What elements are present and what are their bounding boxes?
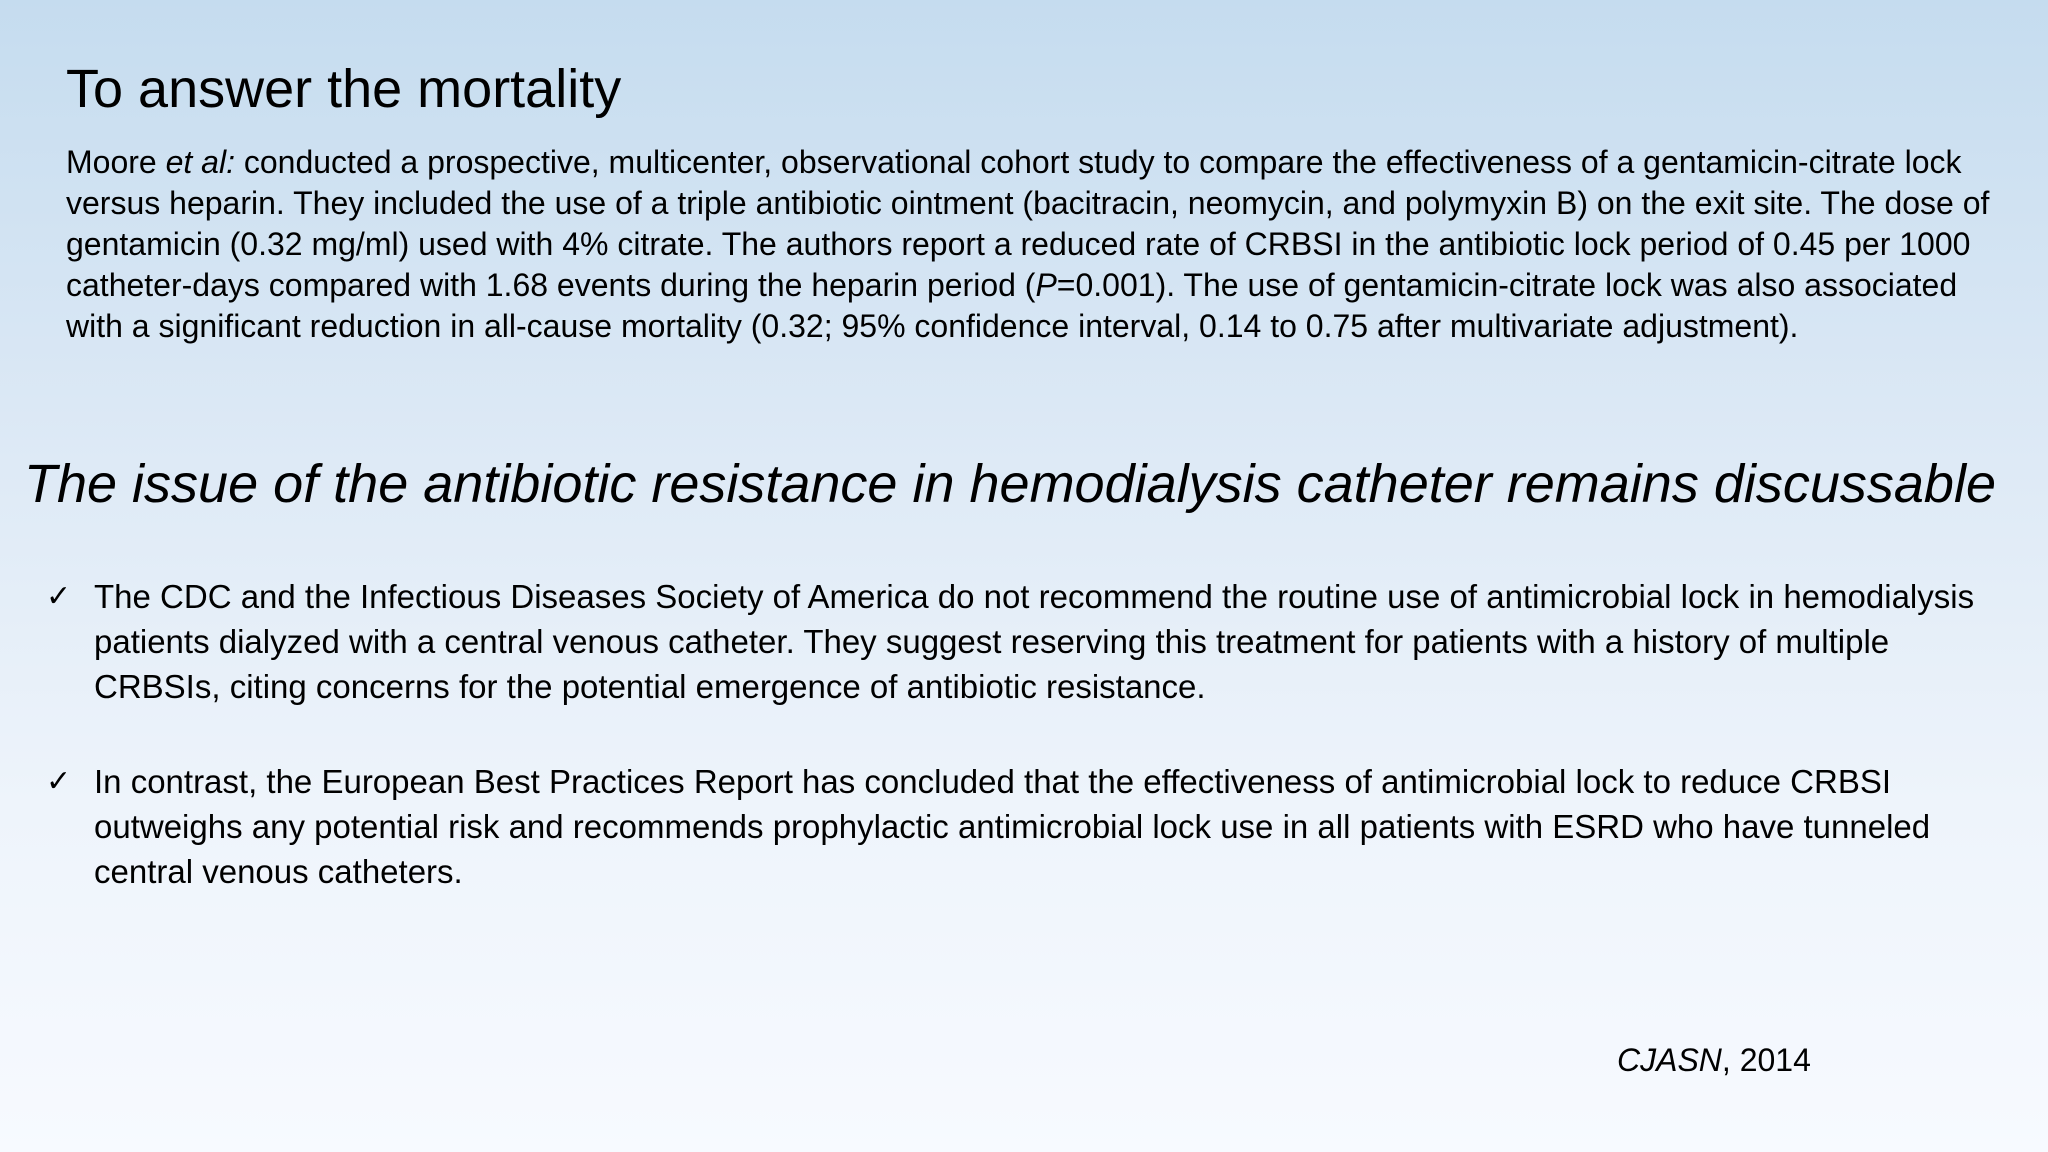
bullet-text: In contrast, the European Best Practices Report has concluded that the effectiveness of antimicrobial lock to reduce CRBSI outweighs any potential risk and recommends prophylactic antimicrobial lock use in all patients with ESRD who have tunneled central venous catheters.	[94, 763, 1931, 890]
bullet-list	[46, 574, 2016, 894]
checkmark-icon: ✓	[46, 579, 72, 614]
intro-p-symbol: P	[1035, 267, 1057, 303]
bullet-text: The CDC and the Infectious Diseases Society of America do not recommend the routine use of antimicrobial lock in hemodialysis patients dialyzed with a central venous catheter. They suggest reserving this treatment for patients with a history of multiple CRBSIs, citing concerns for the potential emergence of antibiotic resistance.	[94, 578, 1975, 705]
intro-text-1: conducted a prospective, multicenter, observational cohort study to compare the effectiveness of a gentamicin-citrate lock versus heparin. They included the use of a triple antibiotic ointment (bacitracin, neomycin, and polymyxin B) on the exit site. The dose of gentamicin (0.32 mg/ml) used with 4% citrate. The authors report a reduced rate of CRBSI in the antibiotic lock period of 0.45 per 1000 catheter-days compared with 1.68 events during the heparin period (	[66, 144, 1990, 303]
bullet-item-european	[46, 759, 2016, 894]
intro-text-2: =0.001). The use of gentamicin-citrate lock was also associated with a significant reduction in all-cause mortality (0.32; 95% confidence interval, 0.14 to 0.75 after multivariate adjustment).	[66, 267, 1958, 344]
checkmark-icon: ✓	[46, 764, 72, 799]
citation-year: , 2014	[1721, 1042, 1811, 1078]
intro-et-al: et al:	[165, 144, 235, 180]
intro-paragraph	[66, 142, 2006, 347]
slide-title: To answer the mortality	[66, 59, 622, 119]
section-headline: The issue of the antibiotic resistance in hemodialysis catheter remains discussable	[24, 454, 1996, 514]
citation	[1617, 1038, 1811, 1082]
citation-journal: CJASN	[1617, 1042, 1722, 1078]
intro-author: Moore	[66, 144, 166, 180]
bullet-item-cdc	[46, 574, 2016, 709]
